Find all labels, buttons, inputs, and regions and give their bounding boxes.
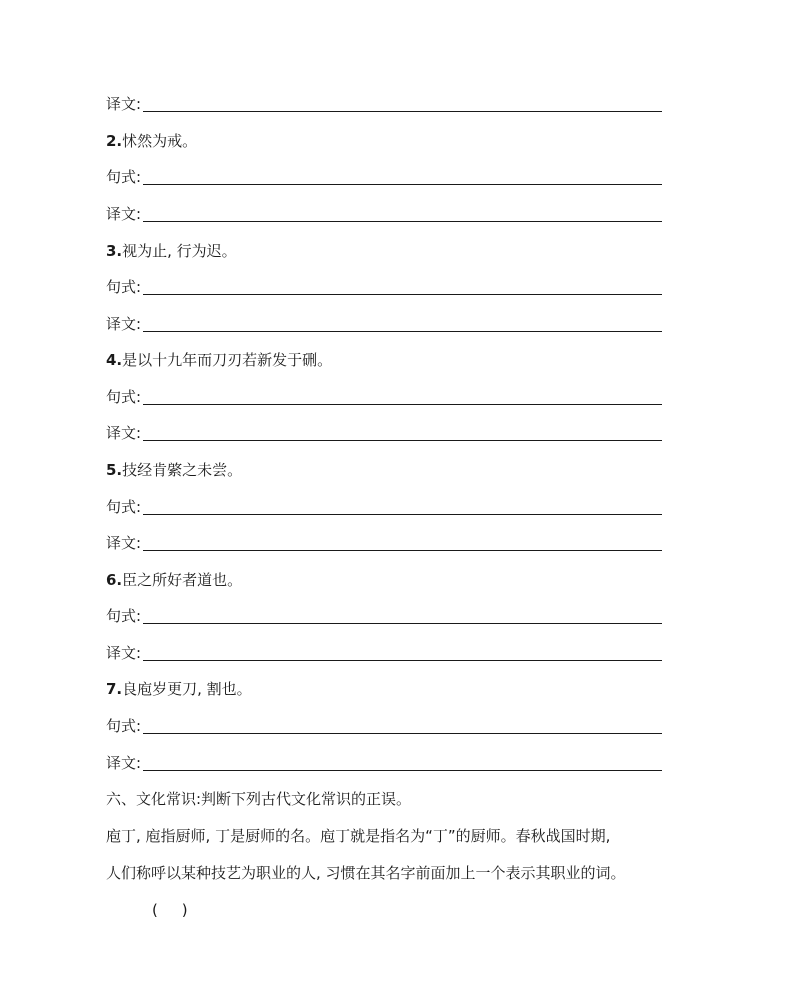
q5-translation-row [106,531,662,555]
pattern-answer-blank[interactable] [143,733,662,734]
q5-pattern-row [106,495,662,519]
q7-translation-row [106,751,662,775]
question-text: 技经肯綮之未尝。 [122,461,243,479]
question-4 [106,348,662,372]
question-text: 是以十九年而刀刃若新发于硎。 [122,351,333,369]
translation-label: 译文: [106,205,142,223]
q1-translation-row [106,92,662,116]
translation-answer-blank[interactable] [143,440,662,441]
pattern-answer-blank[interactable] [143,514,662,515]
q6-pattern-row [106,604,662,628]
question-number: 2. [106,132,123,150]
q3-translation-row [106,312,662,336]
translation-label: 译文: [106,644,142,662]
question-text: 怵然为戒。 [122,132,198,150]
question-text: 臣之所好者道也。 [122,571,243,589]
q3-pattern-row [106,275,662,299]
q4-pattern-row [106,385,662,409]
translation-answer-blank[interactable] [143,331,662,332]
question-5 [106,458,662,482]
paragraph-line-1: 庖丁, 庖指厨师, 丁是厨师的名。庖丁就是指名为“丁”的厨师。春秋战国时期, [106,827,611,845]
pattern-answer-blank[interactable] [143,623,662,624]
translation-answer-blank[interactable] [143,550,662,551]
question-text: 视为止, 行为迟。 [122,242,237,260]
translation-label: 译文: [106,534,142,552]
translation-answer-blank[interactable] [143,660,662,661]
pattern-answer-blank[interactable] [143,404,662,405]
question-number: 5. [106,461,123,479]
question-number: 4. [106,351,123,369]
answer-parentheses[interactable]: ( ) [152,901,188,919]
question-number: 3. [106,242,123,260]
q2-translation-row [106,202,662,226]
pattern-answer-blank[interactable] [143,294,662,295]
section-heading: 六、文化常识:判断下列古代文化常识的正误。 [106,790,412,808]
question-2 [106,129,662,153]
translation-label: 译文: [106,754,142,772]
question-6 [106,568,662,592]
question-3 [106,239,662,263]
pattern-label: 句式: [106,607,142,625]
question-number: 7. [106,680,123,698]
q4-translation-row [106,421,662,445]
translation-answer-blank[interactable] [143,221,662,222]
translation-label: 译文: [106,424,142,442]
translation-label: 译文: [106,95,142,113]
pattern-label: 句式: [106,388,142,406]
translation-answer-blank[interactable] [143,770,662,771]
question-text: 良庖岁更刀, 割也。 [122,680,252,698]
pattern-label: 句式: [106,717,142,735]
question-7 [106,677,662,701]
q2-pattern-row [106,165,662,189]
paragraph-line-2: 人们称呼以某种技艺为职业的人, 习惯在其名字前面加上一个表示其职业的词。 [106,864,626,882]
pattern-answer-blank[interactable] [143,184,662,185]
q7-pattern-row [106,714,662,738]
translation-answer-blank[interactable] [143,111,662,112]
question-number: 6. [106,571,123,589]
pattern-label: 句式: [106,498,142,516]
pattern-label: 句式: [106,168,142,186]
q6-translation-row [106,641,662,665]
translation-label: 译文: [106,315,142,333]
pattern-label: 句式: [106,278,142,296]
